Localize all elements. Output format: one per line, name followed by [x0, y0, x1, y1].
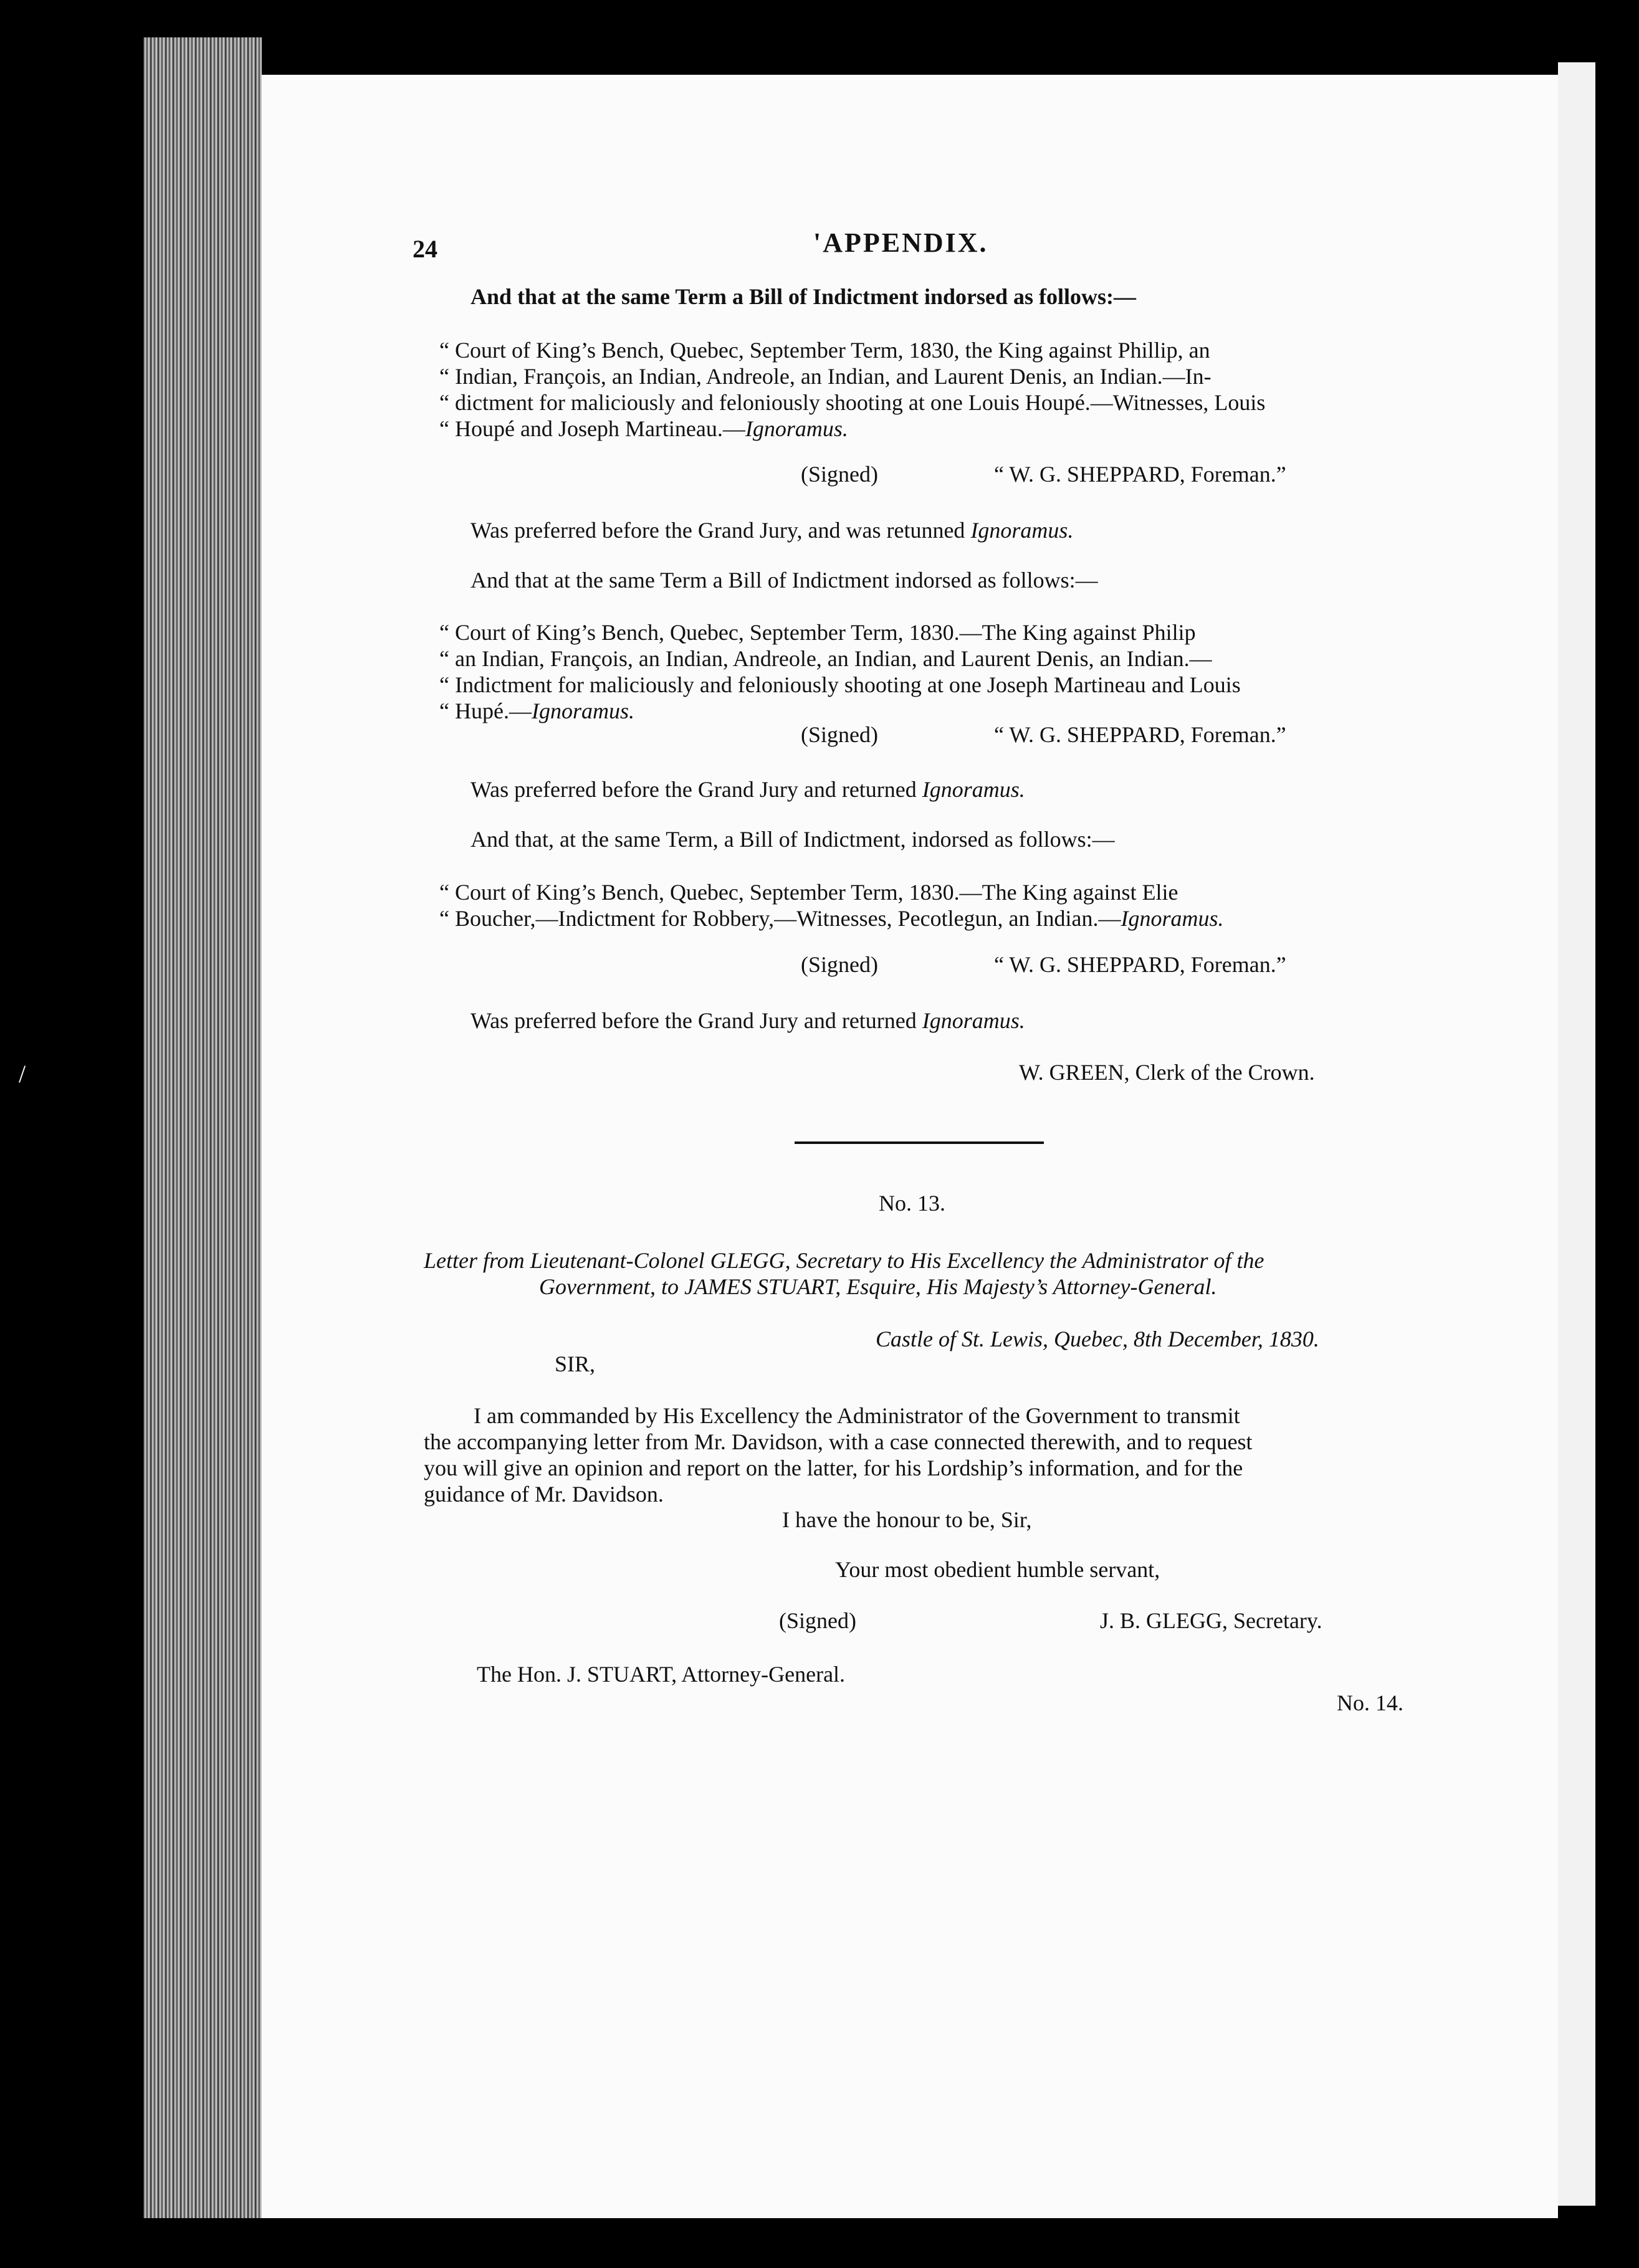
section2-signed-label: (Signed)	[801, 722, 878, 747]
section1-line-4	[439, 416, 848, 442]
section2-line-4	[439, 698, 634, 724]
letter-body-line-1: I am commanded by His Excellency the Administrator of the Government to transmit	[474, 1403, 1240, 1428]
section1-signed-label: (Signed)	[801, 462, 878, 487]
next-letter-number: No. 14.	[1337, 1690, 1403, 1715]
letter-addressee: The Hon. J. STUART, Attorney-General.	[477, 1662, 846, 1687]
section2-result-text: Was preferred before the Grand Jury and returned	[471, 777, 922, 802]
section3-result-text: Was preferred before the Grand Jury and returned	[471, 1008, 922, 1033]
section2-intro: And that at the same Term a Bill of Indictment indorsed as follows:—	[471, 568, 1098, 593]
section2-result	[471, 776, 1025, 803]
letter-signer: J. B. GLEGG, Secretary.	[1100, 1608, 1322, 1633]
section3-result-ignoramus: Ignoramus.	[922, 1008, 1025, 1033]
section3-intro: And that, at the same Term, a Bill of Indictment, indorsed as follows:—	[471, 827, 1115, 852]
section1-intro: And that at the same Term a Bill of Indictment indorsed as follows:—	[471, 284, 1137, 309]
section3-result	[471, 1008, 1025, 1034]
section1-line-3: “ dictment for maliciously and feloniously shooting at one Louis Houpé.—Witnesses, Louis	[439, 390, 1266, 415]
letter-closing-2: Your most obedient humble servant,	[835, 1557, 1160, 1582]
clerk-signature: W. GREEN, Clerk of the Crown.	[1019, 1060, 1315, 1085]
margin-mark: /	[19, 1060, 26, 1088]
section1-result-ignoramus: Ignoramus.	[970, 518, 1074, 543]
letter-closing-1: I have the honour to be, Sir,	[782, 1507, 1032, 1532]
letter-salutation: SIR,	[555, 1351, 596, 1376]
page-number: 24	[413, 235, 437, 263]
section1-signed-name: “ W. G. SHEPPARD, Foreman.”	[994, 462, 1286, 487]
section2-line-2: “ an Indian, François, an Indian, Andreole, an Indian, and Laurent Denis, an Indian.—	[439, 646, 1212, 671]
section2-result-ignoramus: Ignoramus.	[922, 777, 1025, 802]
letter-title-line-2: Government, to JAMES STUART, Esquire, His Majesty’s Attorney-General.	[539, 1274, 1217, 1299]
facing-page-edge	[1558, 62, 1595, 2206]
page-header-title: 'APPENDIX.	[813, 227, 988, 258]
section2-signed-name: “ W. G. SHEPPARD, Foreman.”	[994, 722, 1286, 747]
section1-line-2: “ Indian, François, an Indian, Andreole, an Indian, and Laurent Denis, an Indian.—In-	[439, 364, 1211, 389]
letter-signed-label: (Signed)	[779, 1608, 856, 1633]
letter-title-line-1: Letter from Lieutenant-Colonel GLEGG, Secretary to His Excellency the Administrator of the	[424, 1248, 1264, 1273]
section1-result-text: Was preferred before the Grand Jury, and was retunned	[471, 518, 971, 543]
section3-signed-label: (Signed)	[801, 952, 878, 977]
letter-place-date: Castle of St. Lewis, Quebec, 8th December, 1830.	[876, 1327, 1319, 1351]
section3-signed-name: “ W. G. SHEPPARD, Foreman.”	[994, 952, 1286, 977]
letter-number: No. 13.	[879, 1191, 945, 1216]
section2-line-4-text: “ Hupé.—	[439, 698, 532, 723]
section3-line-2-text: “ Boucher,—Indictment for Robbery,—Witnesses, Pecotlegun, an Indian.—	[439, 906, 1121, 931]
section1-line-4-text: “ Houpé and Joseph Martineau.—	[439, 416, 745, 441]
section2-ignoramus: Ignoramus.	[531, 698, 634, 723]
section3-line-1: “ Court of King’s Bench, Quebec, September Term, 1830.—The King against Elie	[439, 880, 1178, 905]
section1-ignoramus: Ignoramus.	[745, 416, 848, 441]
letter-body-line-2: the accompanying letter from Mr. Davidson, with a case connected therewith, and to request	[424, 1429, 1253, 1454]
section1-line-1: “ Court of King’s Bench, Quebec, September Term, 1830, the King against Phillip, an	[439, 338, 1210, 363]
section-divider	[795, 1141, 1044, 1144]
section1-result	[471, 517, 1073, 543]
letter-body-line-3: you will give an opinion and report on the latter, for his Lordship’s information, and for the	[424, 1456, 1243, 1480]
letter-body-line-4: guidance of Mr. Davidson.	[424, 1482, 664, 1507]
section3-line-2	[439, 905, 1224, 932]
section3-ignoramus: Ignoramus.	[1121, 906, 1224, 931]
section2-line-1: “ Court of King’s Bench, Quebec, September Term, 1830.—The King against Philip	[439, 620, 1196, 645]
section2-line-3: “ Indictment for maliciously and feloniously shooting at one Joseph Martineau and Louis	[439, 672, 1241, 697]
page-stack-edge	[143, 37, 262, 2218]
